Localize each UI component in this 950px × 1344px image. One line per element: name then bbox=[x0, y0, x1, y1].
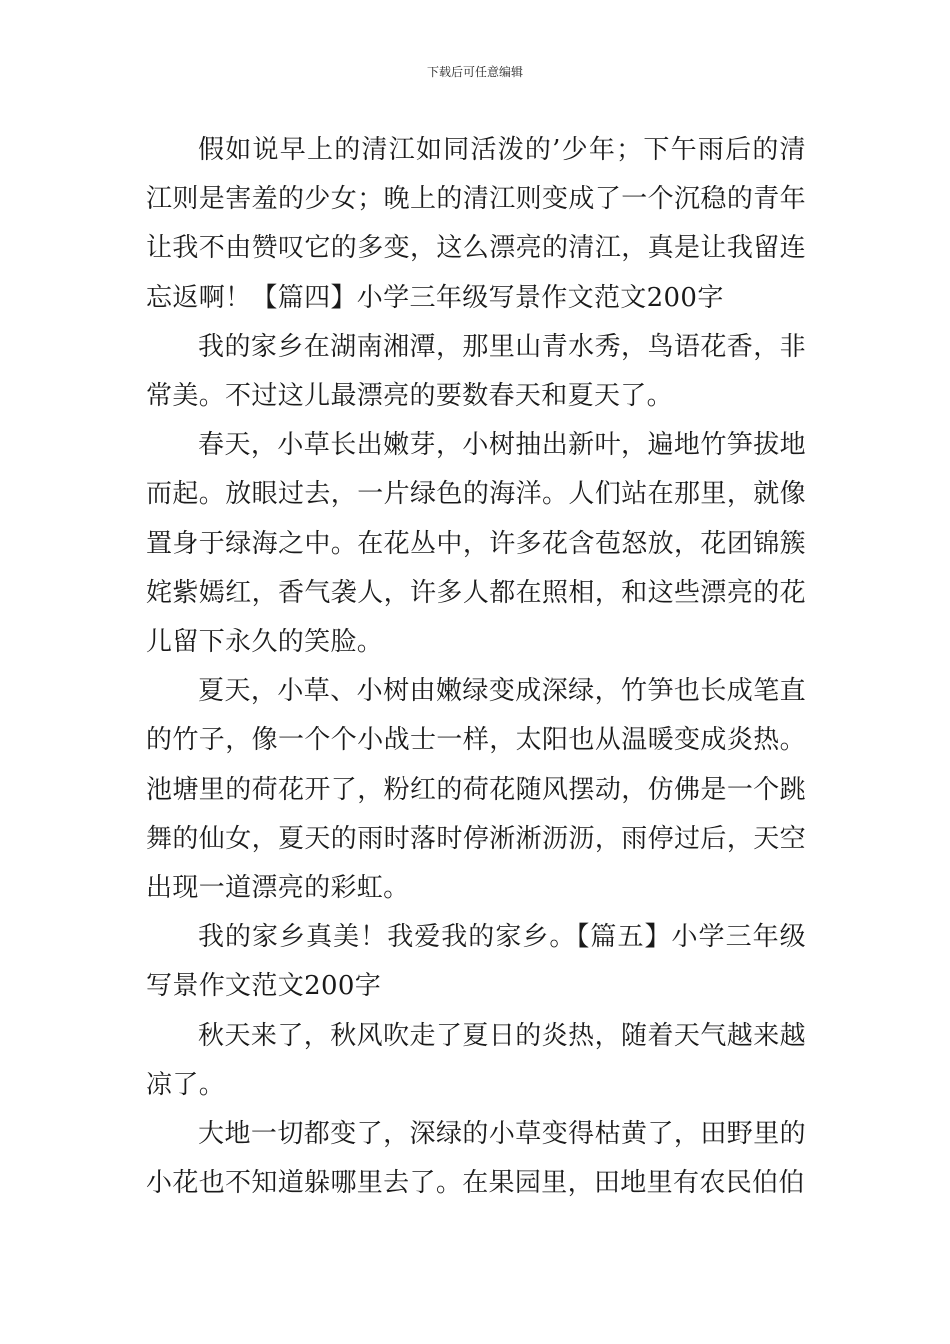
paragraph-5: 我的家乡真美！我爱我的家乡。【篇五】小学三年级写景作文范文200字 bbox=[146, 922, 806, 1002]
paragraph-7: 大地一切都变了，深绿的小草变得枯黄了，田野里的小花也不知道躲哪里去了。在果园里，田地里有农民伯伯 bbox=[146, 1119, 806, 1199]
paragraph-2: 我的家乡在湖南湘潭，那里山青水秀，鸟语花香，非常美。不过这儿最漂亮的要数春天和夏天了。 bbox=[146, 331, 806, 412]
paragraph-3: 春天，小草长出嫩芽，小树抽出新叶，遍地竹笋拔地而起。放眼过去，一片绿色的海洋。人们站在那里，就像置身于绿海之中。在花丛中，许多花含苞怒放，花团锦簇姹紫嫣红，香气袭人，许多人都在照相，和这些漂亮的花儿留下永久的笑脸。 bbox=[146, 430, 806, 658]
page-header: 下载后可任意编辑 bbox=[426, 65, 523, 79]
paragraph-4: 夏天，小草、小树由嫩绿变成深绿，竹笋也长成笔直的竹子，像一个个小战士一样，太阳也从温暖变成炎热。池塘里的荷花开了，粉红的荷花随风摆动，仿佛是一个跳舞的仙女，夏天的雨时落时停淅淅沥沥，雨停过后，天空出现一道漂亮的彩虹。 bbox=[146, 676, 806, 904]
document-body bbox=[146, 126, 806, 1208]
paragraph-6: 秋天来了，秋风吹走了夏日的炎热，随着天气越来越凉了。 bbox=[146, 1020, 806, 1100]
paragraph-1: 假如说早上的清江如同活泼的’少年；下午雨后的清江则是害羞的少女；晚上的清江则变成了一个沉稳的青年让我不由赞叹它的多变，这么漂亮的清江，真是让我留连忘返啊！【篇四】小学三年级写景作文范文200字 bbox=[146, 135, 806, 313]
